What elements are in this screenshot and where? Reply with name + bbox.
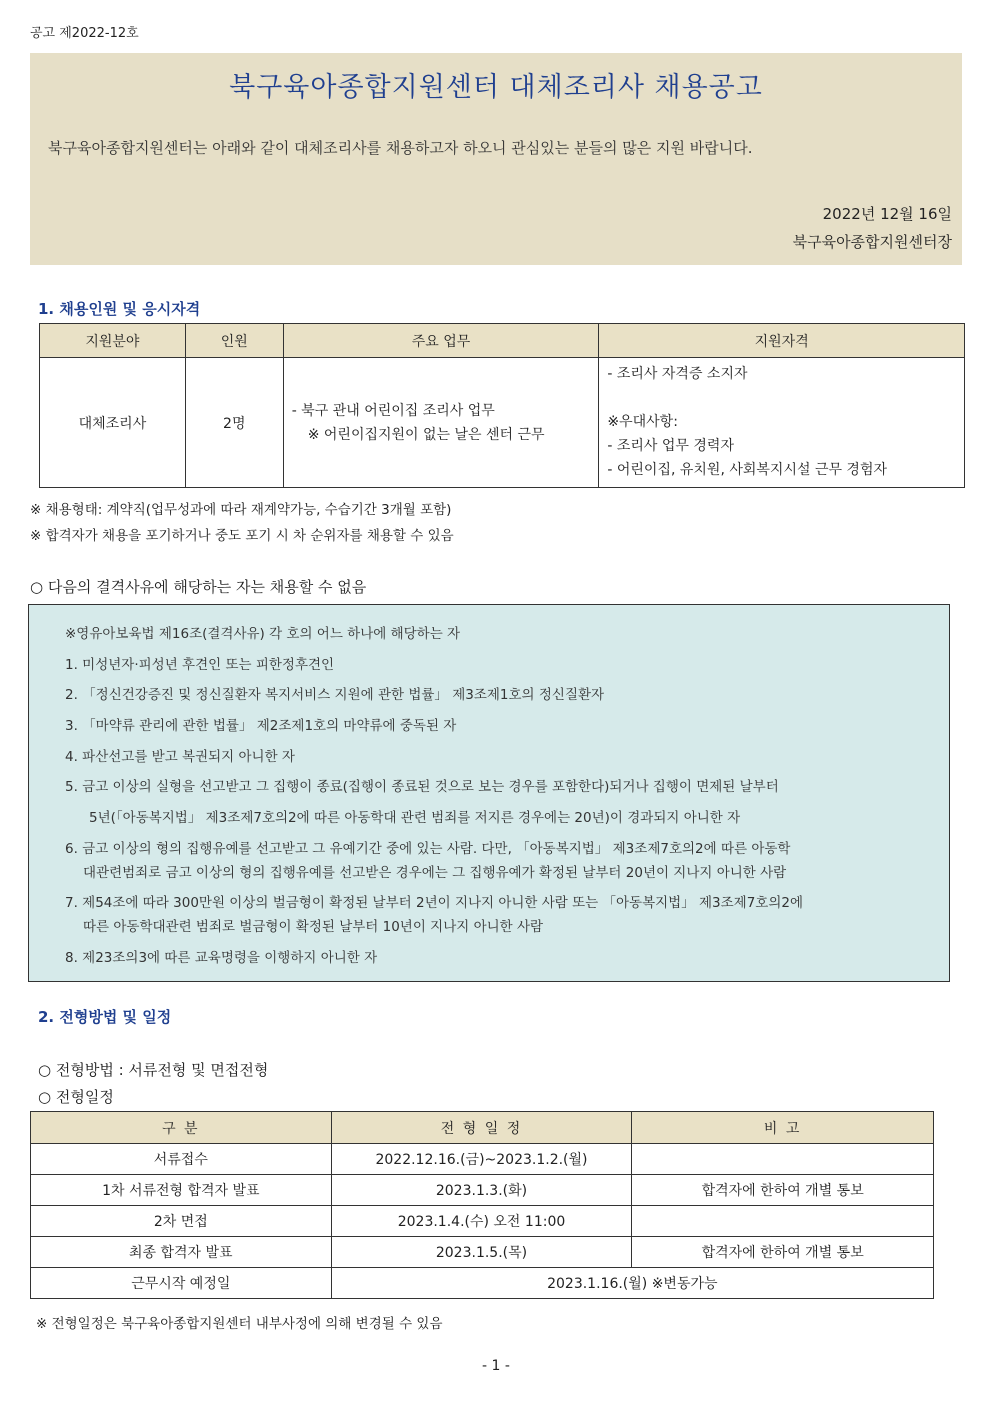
table-row	[31, 1175, 934, 1206]
table-cell: 합격자에 한하여 개별 통보	[632, 1237, 934, 1268]
table-cell: 서류접수	[31, 1144, 332, 1175]
table-cell: 2022.12.16.(금)~2023.1.2.(월)	[331, 1144, 632, 1175]
page-title: 북구육아종합지원센터 대체조리사 채용공고	[229, 72, 763, 103]
table-cell	[632, 1206, 934, 1237]
recruitment-table	[39, 323, 965, 488]
intro-text: 북구육아종합지원센터는 아래와 같이 대체조리사를 채용하고자 하오니 관심있는 분들의 많은 지원 바랍니다.	[48, 139, 753, 157]
count-cell: 2명	[185, 358, 283, 488]
schedule-table	[30, 1111, 934, 1299]
table-cell: 2차 면접	[31, 1206, 332, 1237]
duty-line: - 북구 관내 어린이집 조리사 업무	[291, 402, 495, 419]
col-header-field: 지원분야	[40, 324, 186, 358]
table-cell: 1차 서류전형 합격자 발표	[31, 1175, 332, 1206]
col-header-schedule: 전 형 일 정	[331, 1112, 632, 1144]
disq-line: 3. 「마약류 관리에 관한 법률」 제2조제1호의 마약류에 중독된 자	[65, 718, 457, 734]
col-header-count: 인원	[185, 324, 283, 358]
selection-method: ○ 전형방법 : 서류전형 및 면접전형	[38, 1061, 269, 1079]
duties-cell	[283, 358, 599, 488]
duty-note: ※ 어린이집지원이 없는 날은 센터 근무	[307, 426, 545, 443]
disqualification-heading: ○ 다음의 결격사유에 해당하는 자는 채용할 수 없음	[30, 578, 367, 596]
disq-line: 4. 파산선고를 받고 복권되지 아니한 자	[65, 749, 295, 765]
table-row	[31, 1268, 934, 1299]
table-cell: 2023.1.3.(화)	[331, 1175, 632, 1206]
disq-line: 대관련범죄로 금고 이상의 형의 집행유예를 선고받은 경우에는 그 집행유예가 확정된 날부터 20년이 지나지 아니한 사람	[83, 865, 787, 881]
table-cell	[632, 1144, 934, 1175]
header-box	[30, 53, 962, 265]
table-cell: 합격자에 한하여 개별 통보	[632, 1175, 934, 1206]
section-1-title: 1. 채용인원 및 응시자격	[38, 300, 201, 318]
col-header-category: 구 분	[31, 1112, 332, 1144]
table-cell: 2023.1.4.(수) 오전 11:00	[331, 1206, 632, 1237]
table-cell: 2023.1.16.(월) ※변동가능	[331, 1268, 933, 1299]
disq-line: 5년(「아동복지법」 제3조제7호의2에 따른 아동학대 관련 범죄를 저지른 경우에는 20년)이 경과되지 아니한 자	[89, 810, 741, 826]
table-cell: 최종 합격자 발표	[31, 1237, 332, 1268]
qual-line: - 조리사 자격증 소지자	[607, 366, 748, 382]
table-row	[31, 1237, 934, 1268]
disq-line: 8. 제23조의3에 따른 교육명령을 이행하지 아니한 자	[65, 950, 378, 966]
disq-line: 따른 아동학대관련 범죄로 벌금형이 확정된 날부터 10년이 지나지 아니한 사람	[83, 919, 544, 935]
issuer: 북구육아종합지원센터장	[792, 233, 952, 251]
notice-date: 2022년 12월 16일	[822, 205, 952, 223]
col-header-duties: 주요 업무	[283, 324, 599, 358]
schedule-heading: ○ 전형일정	[38, 1088, 114, 1106]
disq-line: ※영유아보육법 제16조(결격사유) 각 호의 어느 하나에 해당하는 자	[65, 626, 461, 642]
disq-line: 7. 제54조에 따라 300만원 이상의 벌금형이 확정된 날부터 2년이 지나지 아니한 사람 또는 「아동복지법」 제3조제7호의2에	[65, 895, 804, 911]
schedule-change-note: ※ 전형일정은 북구육아종합지원센터 내부사정에 의해 변경될 수 있음	[36, 1316, 443, 1332]
col-header-remarks: 비 고	[632, 1112, 934, 1144]
employment-type-note: ※ 채용형태: 계약직(업무성과에 따라 재계약가능, 수습기간 3개월 포함)	[30, 502, 452, 518]
disqualification-box	[28, 604, 950, 982]
table-cell: 근무시작 예정일	[31, 1268, 332, 1299]
field-cell: 대체조리사	[40, 358, 186, 488]
table-row	[31, 1206, 934, 1237]
disq-line: 2. 「정신건강증진 및 정신질환자 복지서비스 지원에 관한 법률」 제3조제1호의 정신질환자	[65, 687, 605, 703]
disq-line: 5. 금고 이상의 실형을 선고받고 그 집행이 종료(집행이 종료된 것으로 보는 경우를 포함한다)되거나 집행이 면제된 날부터	[65, 779, 779, 795]
forfeit-note: ※ 합격자가 채용을 포기하거나 중도 포기 시 차 순위자를 채용할 수 있음	[30, 528, 454, 544]
disq-line: 1. 미성년자·피성년 후견인 또는 피한정후견인	[65, 657, 335, 673]
table-row	[31, 1144, 934, 1175]
page-number: - 1 -	[482, 1358, 510, 1374]
disq-line: 6. 금고 이상의 형의 집행유예를 선고받고 그 유예기간 중에 있는 사람. 다만, 「아동복지법」 제3조제7호의2에 따른 아동학	[65, 841, 791, 857]
col-header-qualifications: 지원자격	[599, 324, 965, 358]
qual-line: ※우대사항:	[607, 414, 678, 430]
table-cell: 2023.1.5.(목)	[331, 1237, 632, 1268]
section-2-title: 2. 전형방법 및 일정	[38, 1008, 172, 1026]
table-row	[40, 358, 965, 488]
qualifications-cell	[599, 358, 965, 488]
notice-number: 공고 제2022-12호	[30, 26, 139, 41]
qual-line: - 어린이집, 유치원, 사회복지시설 근무 경험자	[607, 462, 888, 478]
qual-line: - 조리사 업무 경력자	[607, 438, 734, 454]
